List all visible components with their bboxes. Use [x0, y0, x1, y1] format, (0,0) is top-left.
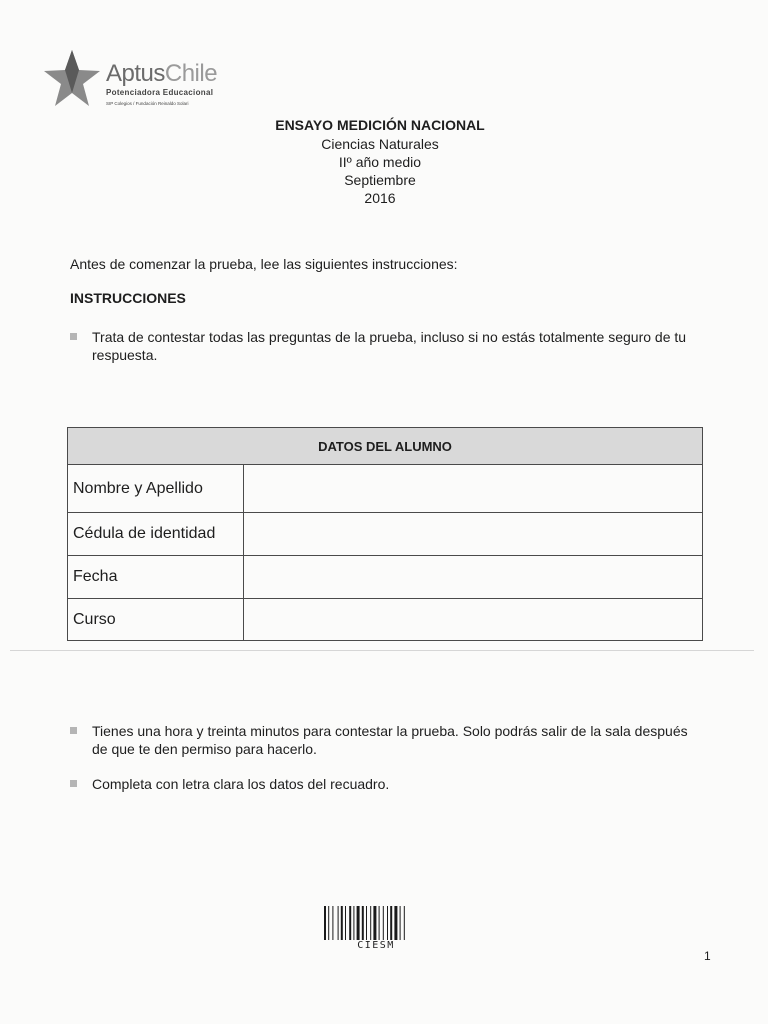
table-row — [68, 556, 703, 599]
brand-subline: SIP Colegios / Fundación Reinaldo Solari — [106, 101, 189, 106]
table-row — [68, 465, 703, 513]
field-label-id: Cédula de identidad — [68, 513, 244, 556]
name-field[interactable] — [244, 465, 703, 513]
exam-grade: IIº año medio — [338, 154, 422, 170]
document-header — [180, 116, 580, 207]
table-row — [68, 599, 703, 641]
instructions-heading: INSTRUCCIONES — [70, 290, 186, 306]
exam-title: ENSAYO MEDICIÓN NACIONAL — [275, 117, 485, 133]
exam-subject: Ciencias Naturales — [321, 136, 439, 152]
intro-text: Antes de comenzar la prueba, lee las siguientes instrucciones: — [70, 256, 458, 272]
id-field[interactable] — [244, 513, 703, 556]
instruction-text: Tienes una hora y treinta minutos para contestar la prueba. Solo podrás salir de la sala después de que te den permiso para hacerlo. — [92, 723, 688, 757]
barcode-icon — [324, 906, 428, 940]
instruction-text: Completa con letra clara los datos del recuadro. — [92, 776, 390, 792]
page-divider — [10, 650, 754, 651]
date-field[interactable] — [244, 556, 703, 599]
table-row — [68, 513, 703, 556]
brand-name: AptusChile — [106, 60, 218, 87]
field-label-name: Nombre y Apellido — [68, 465, 244, 513]
brand-tagline: Potenciadora Educacional — [106, 88, 214, 97]
exam-year: 2016 — [364, 190, 396, 206]
barcode-text: CIESM — [357, 940, 395, 951]
course-field[interactable] — [244, 599, 703, 641]
exam-month: Septiembre — [344, 172, 416, 188]
page-number: 1 — [704, 949, 711, 963]
star-icon — [42, 46, 102, 112]
bullet-square-icon — [70, 780, 77, 787]
bullet-square-icon — [70, 727, 77, 734]
bullet-square-icon — [70, 333, 77, 340]
student-data-table — [67, 427, 703, 641]
aptus-chile-logo — [42, 46, 242, 116]
instruction-text: Trata de contestar todas las preguntas de la prueba, incluso si no estás totalmente seguro de tu respuesta. — [92, 329, 687, 363]
field-label-course: Curso — [68, 599, 244, 641]
table-header: DATOS DEL ALUMNO — [68, 428, 703, 465]
field-label-date: Fecha — [68, 556, 244, 599]
